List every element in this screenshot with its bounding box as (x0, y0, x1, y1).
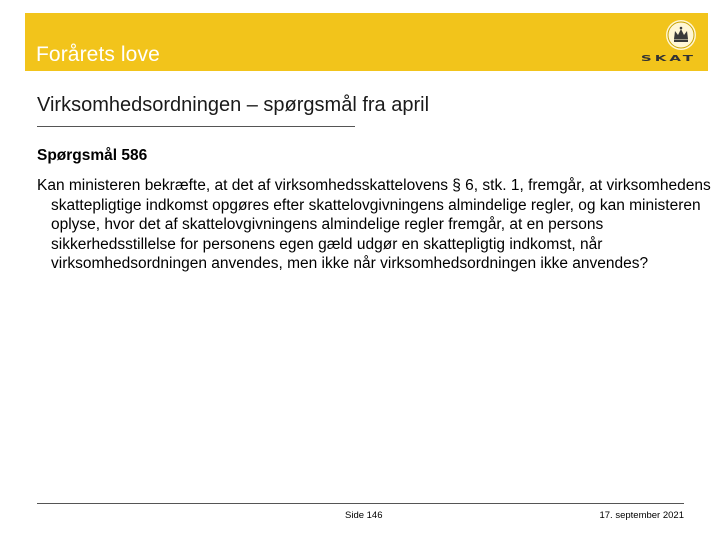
page-number: Side 146 (345, 510, 383, 521)
crown-seal-icon (666, 20, 696, 50)
presentation-title: Forårets love (36, 43, 160, 66)
footer-divider (37, 503, 684, 504)
logo-wordmark: SKAT (640, 53, 696, 63)
title-divider (37, 126, 355, 127)
header-band (25, 13, 708, 71)
footer-date: 17. september 2021 (599, 510, 684, 521)
question-heading: Spørgsmål 586 (37, 147, 148, 164)
question-text: Kan ministeren bekræfte, at det af virksomhedsskattelovens § 6, stk. 1, fremgår, at virksomhedens skattepligtige indkomst opgøres efter skattelovgivningens almindelige regler, og kan ministeren oplyse, hvor det af skattelovgivningens almindelige regler fremgår, at en persons sikkerhedsstillelse for personens egen gæld udgør en skattepligtig indkomst, når virksomhedsordningen anvendes, men ikke når virksomhedsordningen ikke anvendes? (37, 177, 711, 272)
skat-logo (622, 19, 696, 67)
slide-title: Virksomhedsordningen – spørgsmål fra april (37, 94, 430, 116)
